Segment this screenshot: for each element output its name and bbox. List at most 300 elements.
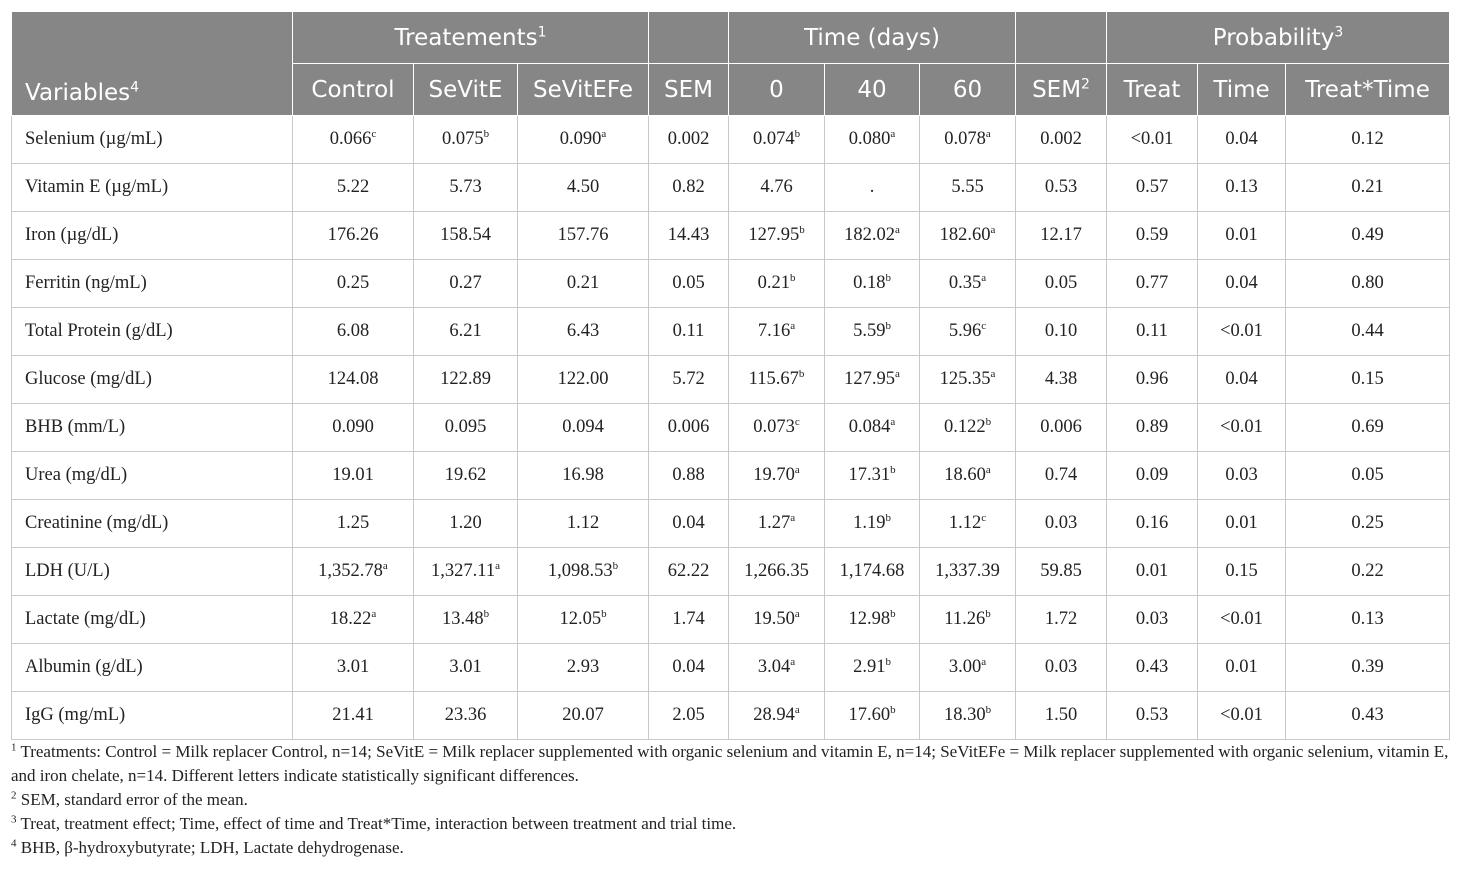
table-row	[12, 596, 1450, 644]
table-cell	[1107, 116, 1198, 164]
cell-value: 0.21	[1351, 177, 1384, 197]
table-cell	[414, 308, 518, 356]
cell-value: 127.95	[748, 225, 800, 245]
table-cell	[729, 116, 825, 164]
table-cell	[518, 500, 649, 548]
table-cell	[649, 644, 729, 692]
cell-value: 62.22	[667, 561, 710, 581]
table-cell	[518, 548, 649, 596]
cell-value: 23.36	[444, 705, 487, 725]
significance-letter: b	[885, 511, 891, 524]
significance-letter: a	[985, 463, 991, 476]
cell-value: 0.006	[667, 417, 710, 437]
cell-value: 0.095	[444, 417, 487, 437]
table-cell	[920, 500, 1016, 548]
col-p-treat-time: Treat*Time	[1286, 64, 1450, 116]
table-cell	[293, 356, 414, 404]
significance-letter: a	[990, 367, 996, 380]
table-cell	[414, 212, 518, 260]
cell-value: 0.18	[853, 273, 886, 293]
cell-value: 0.066	[329, 129, 372, 149]
cell-value: 0.073	[753, 417, 795, 437]
cell-value: 1,352.78	[318, 561, 383, 581]
cell-value: 0.04	[672, 657, 705, 677]
time-group-header: Time (days)	[729, 12, 1016, 64]
significance-letter: a	[382, 559, 388, 572]
table-cell	[920, 164, 1016, 212]
table-cell	[1016, 164, 1107, 212]
significance-letter: a	[495, 559, 500, 572]
table-cell	[1107, 212, 1198, 260]
cell-value: 0.74	[1044, 465, 1078, 485]
table-cell	[293, 212, 414, 260]
cell-value: 2.05	[672, 705, 705, 725]
table-cell	[649, 500, 729, 548]
variable-label: BHB (mm/L)	[12, 404, 293, 452]
cell-value: 0.10	[1044, 321, 1078, 341]
table-cell	[1016, 260, 1107, 308]
cell-value: 0.96	[1135, 369, 1169, 389]
cell-value: 1,266.35	[744, 561, 809, 581]
cell-value: 6.21	[449, 321, 482, 341]
cell-value: 0.01	[1135, 561, 1169, 581]
cell-value: 0.04	[1225, 129, 1258, 149]
significance-letter: c	[371, 127, 377, 140]
significance-letter: a	[990, 223, 996, 236]
table-cell	[825, 596, 920, 644]
table-cell	[920, 548, 1016, 596]
table-row	[12, 500, 1450, 548]
significance-letter: a	[894, 223, 900, 236]
cell-value: 5.72	[672, 369, 705, 389]
significance-letter: b	[890, 463, 896, 476]
table-cell	[1286, 212, 1450, 260]
cell-value: 0.122	[943, 417, 986, 437]
significance-letter: a	[794, 703, 800, 716]
significance-letter: b	[890, 703, 896, 716]
table-cell	[649, 692, 729, 740]
table-cell	[1198, 644, 1286, 692]
cell-value: 0.002	[667, 129, 710, 149]
table-cell	[414, 356, 518, 404]
table-cell	[1286, 548, 1450, 596]
table-cell	[825, 260, 920, 308]
table-cell	[649, 404, 729, 452]
cell-value: <0.01	[1130, 129, 1174, 149]
cell-value: 0.15	[1351, 369, 1384, 389]
variable-label: Glucose (mg/dL)	[12, 356, 293, 404]
cell-value: 19.50	[753, 609, 795, 629]
cell-value: 0.89	[1135, 417, 1169, 437]
significance-letter: a	[981, 271, 987, 284]
cell-value: 0.090	[559, 129, 602, 149]
table-cell	[920, 452, 1016, 500]
table-cell	[414, 404, 518, 452]
cell-value: 122.89	[440, 369, 491, 389]
table-cell	[1198, 356, 1286, 404]
variables-header: Variables$^4$	[12, 12, 293, 116]
significance-letter: a	[601, 127, 607, 140]
table-cell	[1107, 452, 1198, 500]
table-cell	[518, 212, 649, 260]
cell-value: 0.39	[1351, 657, 1384, 677]
cell-value: 17.31	[848, 465, 891, 485]
cell-value: 0.53	[1135, 705, 1169, 725]
data-table-container	[11, 11, 1449, 740]
variable-label: Selenium (µg/mL)	[12, 116, 293, 164]
table-cell	[1016, 212, 1107, 260]
table-cell	[414, 644, 518, 692]
table-cell	[729, 356, 825, 404]
col-sem-time: SEM$^2$	[1016, 64, 1107, 116]
table-cell	[414, 692, 518, 740]
table-cell	[518, 116, 649, 164]
table-cell	[920, 596, 1016, 644]
significance-letter: b	[985, 703, 992, 716]
cell-value: <0.01	[1220, 321, 1263, 341]
significance-letter: a	[890, 127, 896, 140]
table-cell	[1016, 116, 1107, 164]
col-control: Control	[293, 64, 414, 116]
cell-value: 1.74	[672, 609, 705, 629]
cell-value: 1,098.53	[547, 561, 613, 581]
table-row	[12, 356, 1450, 404]
significance-letter: a	[890, 415, 896, 428]
cell-value: 12.05	[559, 609, 602, 629]
significance-letter: b	[885, 319, 891, 332]
cell-value: 0.80	[1351, 273, 1384, 293]
table-row	[12, 404, 1450, 452]
table-cell	[1198, 212, 1286, 260]
table-cell	[518, 308, 649, 356]
footnote	[11, 812, 1451, 836]
cell-value: 1,337.39	[935, 561, 1000, 581]
cell-value: 13.48	[441, 609, 484, 629]
variable-label: Albumin (g/dL)	[12, 644, 293, 692]
variable-label: IgG (mg/mL)	[12, 692, 293, 740]
table-cell	[293, 500, 414, 548]
table-cell	[649, 164, 729, 212]
cell-value: 0.57	[1135, 177, 1169, 197]
cell-value: 3.00	[948, 657, 982, 677]
variable-label: LDH (U/L)	[12, 548, 293, 596]
table-cell	[414, 164, 518, 212]
cell-value: 0.11	[1136, 321, 1168, 341]
significance-letter: b	[890, 607, 896, 620]
col-sevite: SeVitE	[414, 64, 518, 116]
footnote-mark: 4	[11, 837, 17, 850]
cell-value: <0.01	[1220, 417, 1263, 437]
cell-value: 0.05	[672, 273, 705, 293]
cell-value: 4.50	[566, 177, 600, 197]
table-cell	[1286, 404, 1450, 452]
significance-letter: b	[885, 271, 891, 284]
table-cell	[293, 692, 414, 740]
cell-value: 17.60	[848, 705, 891, 725]
table-cell	[414, 500, 518, 548]
table-cell	[1016, 356, 1107, 404]
cell-value: 0.090	[332, 417, 374, 437]
footnote	[11, 836, 1451, 860]
significance-letter: a	[790, 655, 796, 668]
cell-value: 0.43	[1351, 705, 1384, 725]
variable-label: Lactate (mg/dL)	[12, 596, 293, 644]
table-cell	[920, 212, 1016, 260]
table-cell	[518, 644, 649, 692]
cell-value: 0.35	[948, 273, 982, 293]
cell-value: 1.25	[336, 513, 370, 533]
cell-value: 0.25	[1351, 513, 1384, 533]
footnotes	[11, 740, 1451, 860]
cell-value: 0.88	[672, 465, 705, 485]
cell-value: 0.03	[1044, 513, 1078, 533]
cell-value: 1.12	[948, 513, 982, 533]
significance-letter: a	[985, 127, 991, 140]
table-cell	[729, 644, 825, 692]
cell-value: 0.03	[1135, 609, 1169, 629]
cell-value: 5.73	[449, 177, 482, 197]
table-cell	[825, 644, 920, 692]
cell-value: 14.43	[667, 225, 710, 245]
table-cell	[1286, 500, 1450, 548]
cell-value: 0.03	[1225, 465, 1258, 485]
cell-value: 115.67	[748, 369, 799, 389]
table-cell	[1016, 596, 1107, 644]
table-cell	[649, 548, 729, 596]
table-cell	[825, 116, 920, 164]
significance-letter: b	[985, 607, 991, 620]
table-cell	[518, 692, 649, 740]
table-cell	[1016, 500, 1107, 548]
table-cell	[729, 500, 825, 548]
col-day-60: 60	[920, 64, 1016, 116]
cell-value: 11.26	[944, 609, 986, 629]
cell-value: 18.22	[329, 609, 372, 629]
significance-letter: c	[981, 319, 987, 332]
cell-value: 0.16	[1135, 513, 1169, 533]
significance-letter: b	[483, 607, 490, 620]
table-cell	[518, 260, 649, 308]
table-cell	[1016, 308, 1107, 356]
cell-value: 158.54	[440, 225, 491, 245]
cell-value: 1.12	[566, 513, 600, 533]
cell-value: 0.53	[1044, 177, 1078, 197]
table-cell	[729, 164, 825, 212]
significance-letter: b	[799, 223, 805, 236]
cell-value: 0.59	[1135, 225, 1169, 245]
table-cell	[729, 308, 825, 356]
table-cell	[825, 500, 920, 548]
cell-value: 1,327.11	[431, 561, 496, 581]
cell-value: 3.01	[336, 657, 370, 677]
variable-label: Vitamin E (µg/mL)	[12, 164, 293, 212]
cell-value: 5.22	[336, 177, 370, 197]
table-cell	[729, 212, 825, 260]
table-cell	[729, 692, 825, 740]
significance-letter: a	[790, 319, 796, 332]
table-cell	[825, 692, 920, 740]
cell-value: 0.006	[1040, 417, 1082, 437]
table-cell	[825, 308, 920, 356]
table-cell	[649, 260, 729, 308]
cell-value: 1.72	[1044, 609, 1078, 629]
table-cell	[729, 548, 825, 596]
significance-letter: a	[981, 655, 987, 668]
table-cell	[518, 404, 649, 452]
table-cell	[1107, 692, 1198, 740]
table-cell	[1107, 164, 1198, 212]
table-cell	[1107, 548, 1198, 596]
cell-value: 0.15	[1225, 561, 1258, 581]
col-sem: SEM	[649, 64, 729, 116]
footnote-mark: 3	[11, 813, 17, 826]
significance-letter: b	[985, 415, 992, 428]
table-header	[12, 12, 1450, 116]
cell-value: 0.49	[1351, 225, 1384, 245]
significance-letter: a	[894, 367, 900, 380]
cell-value: 0.44	[1351, 321, 1384, 341]
table-cell	[1107, 260, 1198, 308]
significance-letter: a	[794, 463, 800, 476]
cell-value: 4.38	[1044, 369, 1078, 389]
table-cell	[920, 644, 1016, 692]
table-cell	[649, 356, 729, 404]
cell-value: 6.43	[566, 321, 600, 341]
cell-value: 176.26	[327, 225, 379, 245]
table-cell	[825, 212, 920, 260]
variable-label: Iron (µg/dL)	[12, 212, 293, 260]
variable-label: Urea (mg/dL)	[12, 452, 293, 500]
table-cell	[1107, 596, 1198, 644]
table-cell	[1016, 452, 1107, 500]
table-cell	[414, 116, 518, 164]
cell-value: 0.01	[1225, 513, 1258, 533]
table-cell	[920, 404, 1016, 452]
table-cell	[414, 452, 518, 500]
footnote-text: BHB, β-hydroxybutyrate; LDH, Lactate dehydrogenase.	[16, 838, 404, 857]
cell-value: 3.04	[757, 657, 791, 677]
table-cell	[293, 116, 414, 164]
table-cell	[920, 692, 1016, 740]
table-cell	[293, 548, 414, 596]
table-cell	[649, 212, 729, 260]
cell-value: 0.01	[1225, 225, 1258, 245]
table-cell	[1286, 452, 1450, 500]
cell-value: 20.07	[562, 705, 604, 725]
cell-value: 5.59	[853, 321, 886, 341]
cell-value: 0.01	[1225, 657, 1258, 677]
footnote-mark: 2	[11, 789, 17, 802]
table-cell	[1107, 644, 1198, 692]
table-cell	[1198, 500, 1286, 548]
significance-letter: a	[794, 607, 800, 620]
table-cell	[1286, 116, 1450, 164]
cell-value: 0.084	[848, 417, 891, 437]
table-cell	[1198, 596, 1286, 644]
table-cell	[1286, 356, 1450, 404]
table-cell	[414, 548, 518, 596]
treatments-group-header: Treatements$^1$	[293, 12, 649, 64]
table-cell	[920, 308, 1016, 356]
significance-letter: b	[483, 127, 490, 140]
cell-value: 122.00	[557, 369, 609, 389]
table-cell	[1107, 404, 1198, 452]
cell-value: 2.91	[853, 657, 886, 677]
table-cell	[729, 452, 825, 500]
significance-letter: a	[371, 607, 377, 620]
table-cell	[729, 260, 825, 308]
cell-value: 18.60	[944, 465, 986, 485]
table-cell	[293, 260, 414, 308]
table-cell	[729, 404, 825, 452]
significance-letter: b	[794, 127, 801, 140]
table-cell	[1286, 644, 1450, 692]
table-cell	[293, 164, 414, 212]
footnote-text: Treatments: Control = Milk replacer Control, n=14; SeVitE = Milk replacer supplemented with organic selenium and vitamin E, n=14; SeVitEFe = Milk replacer supplemented with organic selenium, vitamin E, and iron chelate, n=14. Different letters indicate statistically significant differences.	[11, 742, 1449, 785]
footnote	[11, 740, 1451, 788]
cell-value: 4.76	[760, 177, 793, 197]
cell-value: 59.85	[1040, 561, 1082, 581]
cell-value: 0.04	[1225, 273, 1258, 293]
cell-value: 182.60	[939, 225, 991, 245]
table-cell	[825, 404, 920, 452]
cell-value: 0.82	[672, 177, 705, 197]
variable-label: Total Protein (g/dL)	[12, 308, 293, 356]
footnote-text: Treat, treatment effect; Time, effect of time and Treat*Time, interaction between treatment and trial time.	[16, 814, 737, 833]
table-cell	[1286, 692, 1450, 740]
cell-value: 127.95	[844, 369, 895, 389]
significance-letter: a	[790, 511, 796, 524]
cell-value: 6.08	[336, 321, 370, 341]
table-cell	[293, 644, 414, 692]
cell-value: 1,174.68	[839, 561, 905, 581]
col-p-treat: Treat	[1107, 64, 1198, 116]
cell-value: 12.98	[848, 609, 891, 629]
col-day-0: 0	[729, 64, 825, 116]
cell-value: 0.13	[1351, 609, 1384, 629]
table-cell	[293, 404, 414, 452]
cell-value: 0.078	[944, 129, 986, 149]
cell-value: 157.76	[557, 225, 609, 245]
table-cell	[649, 308, 729, 356]
table-cell	[518, 164, 649, 212]
table-cell	[729, 596, 825, 644]
header-spacer	[649, 12, 729, 64]
table-cell	[1198, 548, 1286, 596]
col-sevitefe: SeVitEFe	[518, 64, 649, 116]
table-cell	[518, 596, 649, 644]
cell-value: 0.05	[1351, 465, 1384, 485]
header-spacer	[1016, 12, 1107, 64]
table-cell	[1286, 596, 1450, 644]
table-cell	[518, 356, 649, 404]
table-cell	[1198, 452, 1286, 500]
table-cell	[1107, 308, 1198, 356]
table-cell	[1198, 164, 1286, 212]
table-cell	[414, 596, 518, 644]
table-row	[12, 452, 1450, 500]
cell-value: <0.01	[1220, 609, 1263, 629]
table-cell	[293, 596, 414, 644]
cell-value: 124.08	[327, 369, 379, 389]
cell-value: 0.21	[566, 273, 600, 293]
table-cell	[825, 452, 920, 500]
cell-value: 0.074	[752, 129, 795, 149]
table-row	[12, 644, 1450, 692]
table-cell	[920, 116, 1016, 164]
table-cell	[1016, 692, 1107, 740]
cell-value: 0.094	[562, 417, 604, 437]
